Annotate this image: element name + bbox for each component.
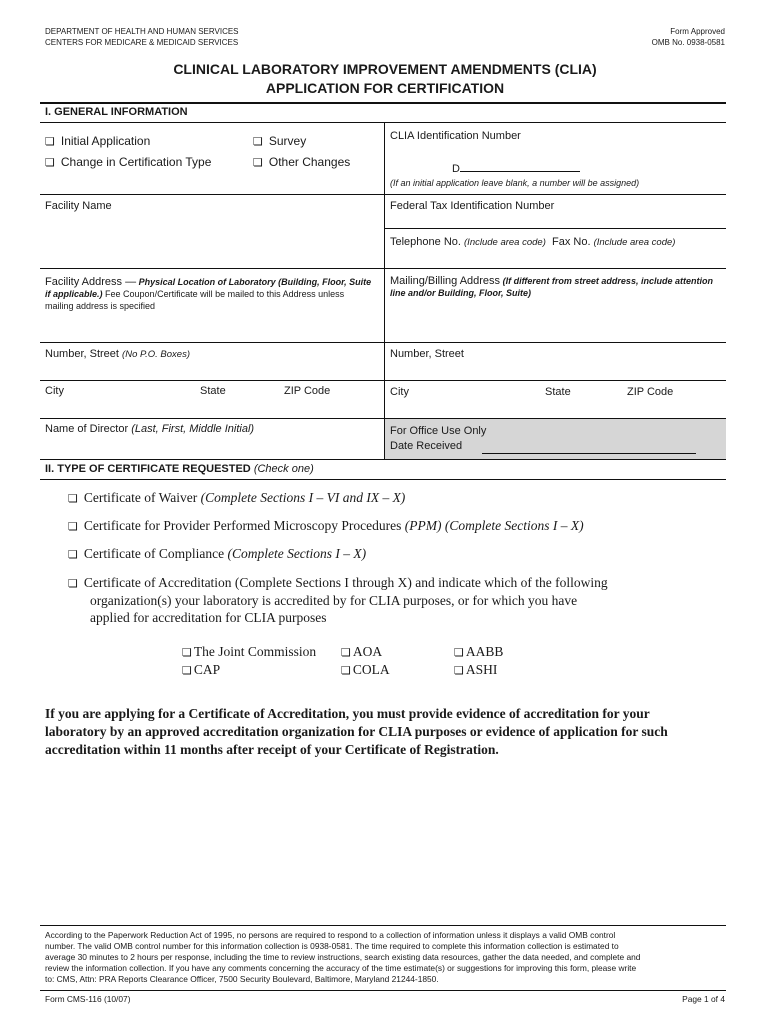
pra-line-1: According to the Paperwork Reduction Act of 1995, no persons are required to respond to a collection of information unless it displays a valid OMB control [45, 930, 616, 940]
checkbox-icon: ❏ [182, 646, 192, 659]
option-waiver[interactable]: ❏ Certificate of Waiver (Complete Sections I – VI and IX – X) [68, 489, 405, 508]
org-cap[interactable]: ❏ CAP [182, 661, 220, 680]
section-2-top-rule [40, 459, 726, 460]
city-right-label: City [390, 386, 409, 398]
pra-line-2: number. The valid OMB control number for this information collection is 0938-0581. The time required to complete this information collection is estimated to [45, 941, 619, 951]
pra-statement [45, 930, 725, 985]
zip-label: ZIP Code [284, 385, 331, 397]
checkbox-icon: ❏ [45, 156, 55, 169]
checkbox-icon: ❏ [68, 492, 78, 505]
checkbox-icon: ❏ [341, 646, 351, 659]
org-aabb[interactable]: ❏ AABB [454, 643, 503, 662]
federal-tax-id-label: Federal Tax Identification Number [390, 200, 555, 212]
pra-line-3: average 30 minutes to 2 hours per response, including the time to review instructions, search existing data resources, gather the data needed, and complete and [45, 952, 641, 962]
page-number: Page 1 of 4 [682, 994, 725, 1004]
date-received-line [482, 453, 696, 454]
checkbox-icon: ❏ [182, 664, 192, 677]
number-street-right-label: Number, Street [390, 348, 464, 360]
checkbox-initial-application[interactable]: ❏ Initial Application [45, 131, 150, 152]
option-accreditation[interactable]: ❏ Certificate of Accreditation (Complete Sections I through X) and indicate which of the following [68, 574, 608, 593]
checkbox-other-changes[interactable]: ❏ Other Changes [253, 152, 350, 173]
checkbox-icon: ❏ [45, 135, 55, 148]
checkbox-survey[interactable]: ❏ Survey [253, 131, 306, 152]
omb-number: OMB No. 0938-0581 [651, 38, 725, 47]
clia-id-label: CLIA Identification Number [390, 130, 521, 142]
number-street-label: Number, Street (No P.O. Boxes) [45, 348, 190, 360]
director-label: Name of Director (Last, First, Middle Initial) [45, 423, 255, 435]
clia-id-field[interactable]: D [390, 160, 580, 177]
facility-address-label: Facility Address — Physical Location of Laboratory (Building, Floor, Suite if applicable.) Fee Coupon/Certificate will be mailed to this Address unless mailing address is specified [45, 276, 372, 311]
row-rule-4 [40, 380, 726, 381]
row-rule-1 [40, 194, 726, 195]
section-1-rule [40, 122, 726, 123]
checkbox-icon: ❏ [253, 135, 263, 148]
accreditation-line-3: applied for accreditation for CLIA purposes [90, 610, 327, 625]
dept-line-1: DEPARTMENT OF HEALTH AND HUMAN SERVICES [45, 27, 239, 36]
checkbox-icon: ❏ [341, 664, 351, 677]
form-title [0, 60, 770, 98]
row-rule-3 [40, 342, 726, 343]
zip-right-label: ZIP Code [627, 386, 674, 398]
org-ashi[interactable]: ❏ ASHI [454, 661, 497, 680]
state-label: State [200, 385, 226, 397]
org-aoa[interactable]: ❏ AOA [341, 643, 382, 662]
mailing-address-label: Mailing/Billing Address (If different from street address, include attention line and/or Building, Floor, Suite) [390, 275, 713, 298]
state-right-label: State [545, 386, 571, 398]
date-received-label: Date Received [390, 440, 463, 452]
section-1-divider [384, 122, 385, 460]
section-1-heading: I. GENERAL INFORMATION [45, 106, 188, 118]
city-label: City [45, 385, 64, 397]
accreditation-notice [45, 705, 735, 759]
checkbox-icon: ❏ [454, 646, 464, 659]
section-2-heading: II. TYPE OF CERTIFICATE REQUESTED (Check one) [45, 463, 314, 475]
section-2-rule [40, 479, 726, 480]
checkbox-icon: ❏ [253, 156, 263, 169]
form-id: Form CMS-116 (10/07) [45, 994, 131, 1004]
facility-name-label: Facility Name [45, 200, 112, 212]
row-rule-tax [385, 228, 726, 229]
form-approved: Form Approved [670, 27, 725, 36]
option-ppm[interactable]: ❏ Certificate for Provider Performed Microscopy Procedures (PPM) (Complete Sections I – X) [68, 517, 584, 536]
title-line-1: CLINICAL LABORATORY IMPROVEMENT AMENDMENTS (CLIA) [173, 61, 597, 77]
dept-line-2: CENTERS FOR MEDICARE & MEDICAID SERVICES [45, 38, 239, 47]
title-line-2: APPLICATION FOR CERTIFICATION [265, 80, 505, 96]
checkbox-icon: ❏ [68, 548, 78, 561]
footer-top-rule [40, 925, 726, 926]
checkbox-icon: ❏ [68, 577, 78, 590]
notice-line-3: accreditation within 11 months after receipt of your Certificate of Registration. [45, 742, 499, 757]
pra-line-4: review the information collection. If you have any comments concerning the accuracy of the time estimate(s) or suggestions for improving this form, please write [45, 963, 637, 973]
accreditation-line-2: organization(s) your laboratory is accredited by for CLIA purposes, or for which you have [90, 593, 578, 608]
telephone-label: Telephone No. (Include area code) Fax No. (Include area code) [390, 236, 676, 248]
checkbox-icon: ❏ [454, 664, 464, 677]
row-rule-2 [40, 268, 726, 269]
option-compliance[interactable]: ❏ Certificate of Compliance (Complete Sections I – X) [68, 545, 366, 564]
footer-bottom-rule [40, 990, 726, 991]
pra-line-5: to: CMS, Attn: PRA Reports Clearance Officer, 7500 Security Boulevard, Baltimore, Maryland 21244-1850. [45, 974, 439, 984]
org-cola[interactable]: ❏ COLA [341, 661, 390, 680]
section-1-top-rule [40, 102, 726, 104]
clia-id-note: (If an initial application leave blank, a number will be assigned) [390, 178, 640, 188]
omb-header [652, 26, 725, 48]
checkbox-change-certification[interactable]: ❏ Change in Certification Type [45, 152, 211, 173]
agency-header [45, 26, 239, 48]
notice-line-1: If you are applying for a Certificate of Accreditation, you must provide evidence of accreditation for your [45, 706, 650, 721]
checkbox-icon: ❏ [68, 520, 78, 533]
org-joint-commission[interactable]: ❏ The Joint Commission [182, 643, 316, 662]
notice-line-2: laboratory by an approved accreditation organization for CLIA purposes or evidence of application for such [45, 724, 668, 739]
office-use-label: For Office Use Only [390, 425, 487, 437]
